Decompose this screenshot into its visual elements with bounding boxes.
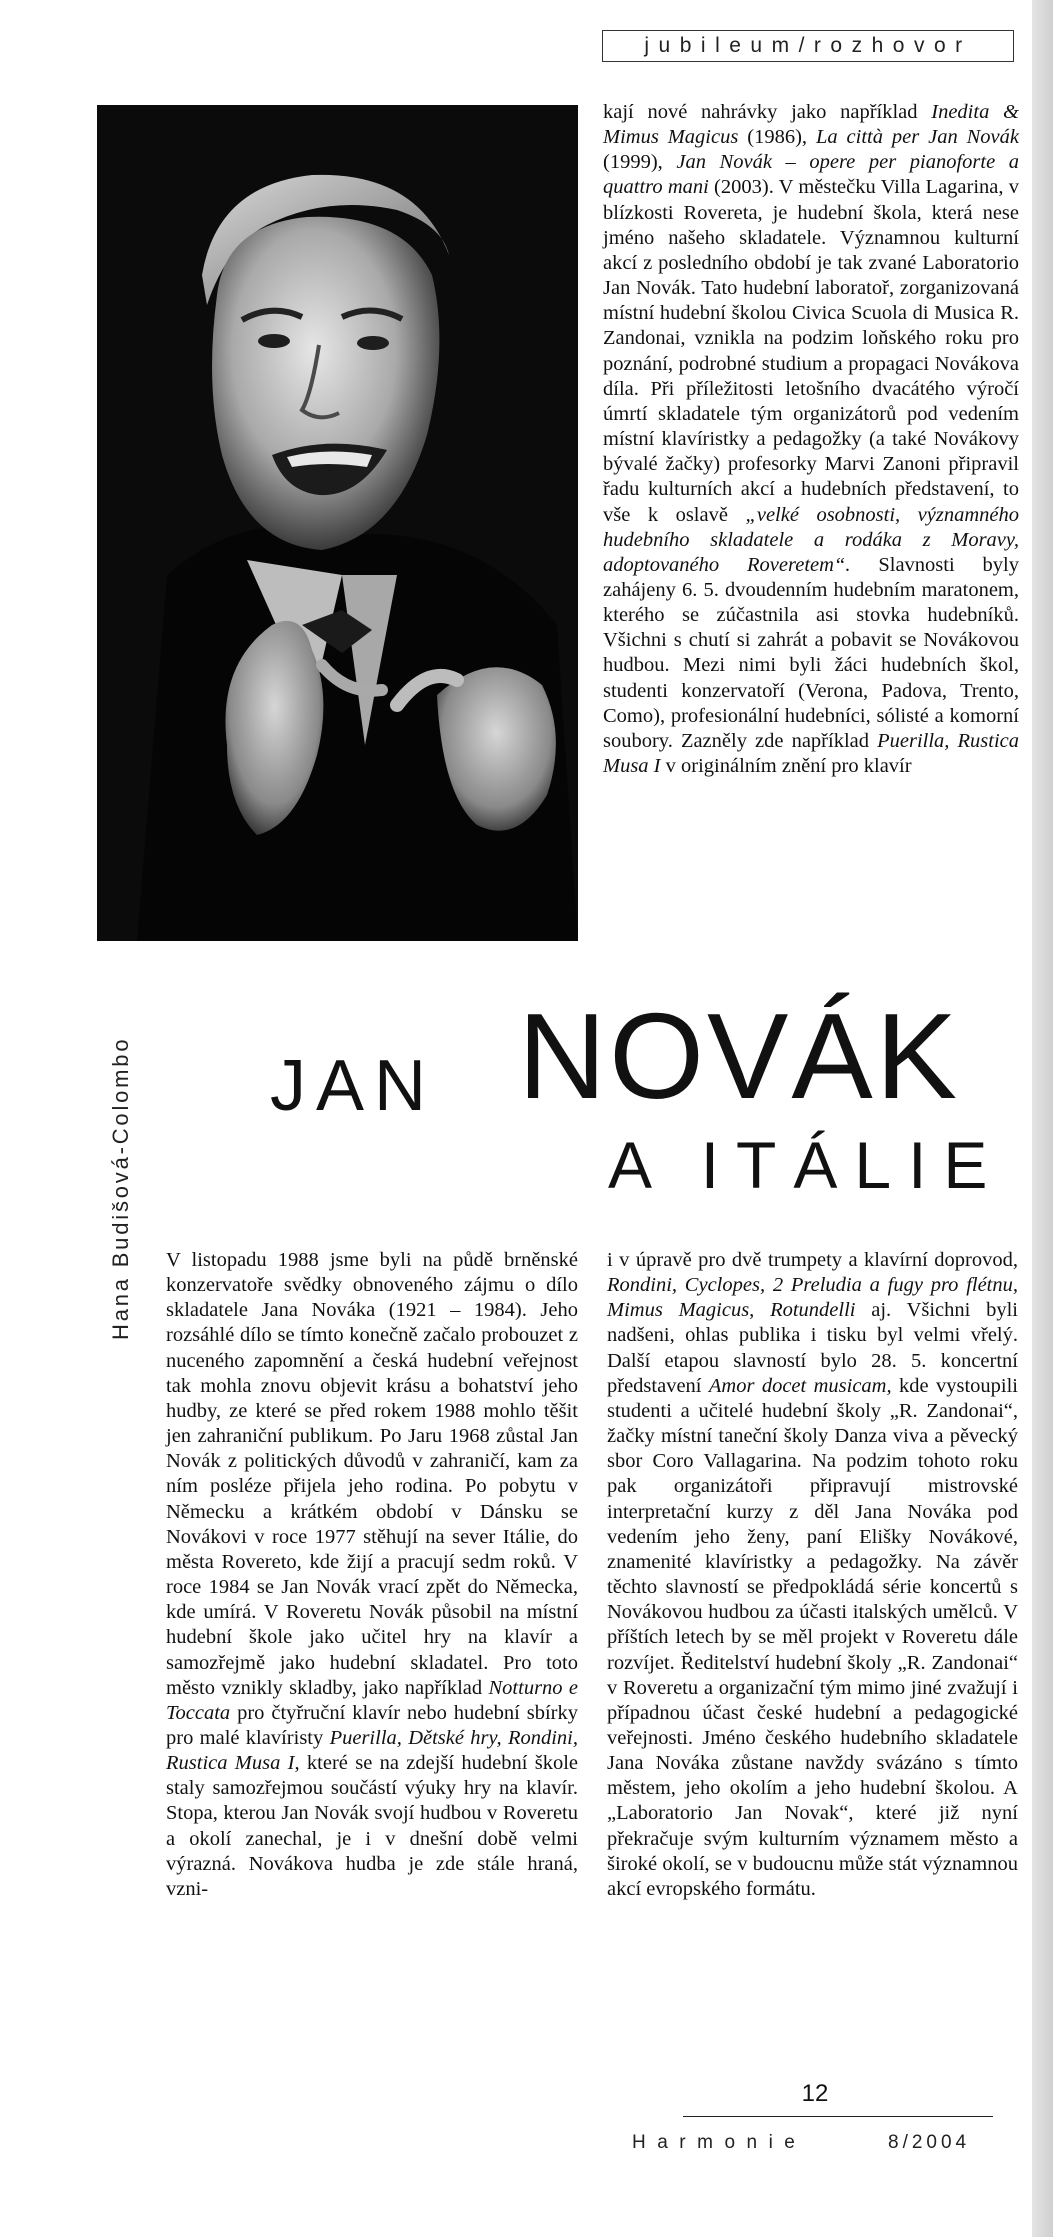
paragraph	[603, 100, 1019, 779]
paragraph	[607, 1248, 1018, 1902]
article-column-top-right	[603, 100, 1019, 779]
text-run: , které se na zdejší hudební škole staly samozřejmou součástí výuky hry na klavír. Stopa, kterou Jan Novák svojí hudbou v Roveretu a okolí zanechal, je i v dnešní době velmi výrazná. Novákova hudba je zde stále hraná, vzni-	[166, 1752, 579, 1900]
portrait-image	[97, 105, 578, 941]
work-title: Puerilla, Dětské hry, Rondini, Rustica Musa I	[166, 1726, 578, 1775]
magazine-name: Harmonie	[632, 2132, 807, 2153]
page-number: 12	[801, 2080, 829, 2107]
title-line-a-italie: A ITÁLIE	[608, 1128, 1005, 1202]
section-label: jubileum/rozhovor	[602, 30, 1014, 62]
text-run: aj. Všichni byli nadšeni, ohlas publika i tisku byl velmi vřelý. Další etapou slavností bylo 28. 5. koncertní představení	[607, 1299, 1019, 1397]
work-title: La città per Jan Novák	[815, 126, 1020, 149]
quote: „velké osobnosti, významného hudebního skladatele a rodáka z Moravy, adoptovaného Roveretem“.	[603, 503, 1019, 576]
text-run: (2003). V městečku Villa Lagarina, v blízkosti Rovereta, je hudební škola, která nese jméno našeho skladatele. Významnou kulturní akcí z posledního období je tak zvané Laboratorio Jan Novák. Tato hudební laboratoř, zorganizovaná místní hudební školou Civica Scuola di Musica R. Zandonai, vznikla na podzim loňského roku pro poznání, podrobné studium a propagaci Novákova díla. Při příležitosti letošního dvacátého výročí úmrtí skladatele tým organizátorů pod vedením místní klavíristky a pedagožky (a také Novákovy bývalé žačky) profesorky Marvi Zanoni připravil řadu kulturních akcí a hudebních představení, to vše k oslavě	[603, 176, 1019, 526]
paragraph	[166, 1248, 578, 1902]
work-title: Puerilla, Rustica Musa I	[603, 729, 1019, 778]
title-word-jan: JAN	[270, 1046, 437, 1126]
work-title: Notturno e Toccata	[166, 1676, 578, 1724]
work-title: Amor docet musicam,	[708, 1374, 892, 1397]
title-word-novak: NOVÁK	[518, 988, 961, 1124]
article-column-left	[166, 1248, 578, 1902]
page-edge-shadow	[1032, 0, 1053, 2237]
work-title: Inedita & Mimus Magicus	[603, 101, 1019, 149]
work-title: Rondini, Cyclopes, 2 Preludia a fugy pro flétnu, Mimus Magicus, Rotundelli	[607, 1274, 1018, 1322]
issue-number: 8/2004	[888, 2132, 971, 2153]
text-run: i v úpravě pro dvě trumpety a klavírní doprovod,	[607, 1249, 1018, 1271]
text-run: Slavnosti byly zahájeny 6. 5. dvoudenním hudebním maratonem, kterého se zúčastnila asi stovka hudebníků. Všichni s chutí si zahrát a pobavit se Novákovou hudbou. Mezi nimi byli žáci hudebních škol, studenti konzervatoří (Verona, Padova, Trento, Como), profesionální hudebníci, sólisté a komorní soubory. Zazněly zde například	[603, 553, 1019, 752]
text-run: (1986),	[738, 126, 816, 149]
text-run: kde vystoupili studenti a učitelé hudební školy „R. Zandonai“, žačky místní taneční školy Danza viva a pěvecký sbor Coro Vallagarina. Na podzim tohoto roku pak organizátoři připravují mistrovské interpretační kurzy z děl Jana Nováka pod vedením jeho ženy, paní Elišky Novákové, znamenité klavíristky a pedagožky. Na závěr těchto slavností se předpokládá série koncertů s Novákovou hudbou za účasti italských umělců. V příštích letech by se měl projekt v Roveretu dále rozvíjet. Ředitelství hudební školy „R. Zandonai“ v Roveretu a organizační tým mimo jiné zvažují i případnou účast české hudební a pedagogické veřejnosti. Jméno českého hudebního skladatele Jana Nováka zůstane navždy svázáno s tímto městem, jeho okolím a jeho hudební školou. A „Laboratorio Jan Novak“, které již nyní překračuje svým kulturním významem město a široké okolí, se v budoucnu může stát významnou akcí evropského formátu.	[607, 1374, 1019, 1900]
text-run: pro čtyřruční klavír nebo hudební sbírky pro malé klavíristy	[166, 1701, 578, 1749]
author-name: Hana Budišová-Colombo	[108, 1036, 133, 1340]
text-run: V listopadu 1988 jsme byli na půdě brněnské konzervatoře svědky obnoveného zájmu o dílo skladatele Jana Nováka (1921 – 1984). Jeho rozsáhlé dílo se tímto konečně začalo probouzet z nuceného zapomnění a česká hudební veřejnost tak mohla znovu objevit krásu a bohatství jeho hudby, ze které se před rokem 1988 mohlo těšit jen zahraniční publikum. Po Jaru 1968 zůstal Jan Novák z politických důvodů v zahraničí, kam za ním posléze přijela jeho rodina. Po pobytu v Německu a krátkém období v Dánsku se Novákovi v roce 1977 stěhují na sever Itálie, do města Rovereto, kde žijí a pracují sedm roků. V roce 1984 se Jan Novák vrací zpět do Německa, kde umírá. V Roveretu Novák působil na místní hudební škole jako učitel hry na klavír a samozřejmě jako hudební skladatel. Pro toto město vznikly skladby, jako například	[166, 1249, 578, 1699]
text-run: v originálním znění pro klavír	[660, 755, 912, 778]
text-run: kají nové nahrávky jako například	[603, 101, 932, 123]
work-title: Jan Novák – opere per pianoforte a quattro mani	[603, 151, 1020, 199]
portrait-photo	[97, 105, 578, 941]
footer-divider	[683, 2116, 993, 2117]
article-column-right	[607, 1248, 1018, 1902]
text-run: (1999),	[603, 151, 677, 174]
